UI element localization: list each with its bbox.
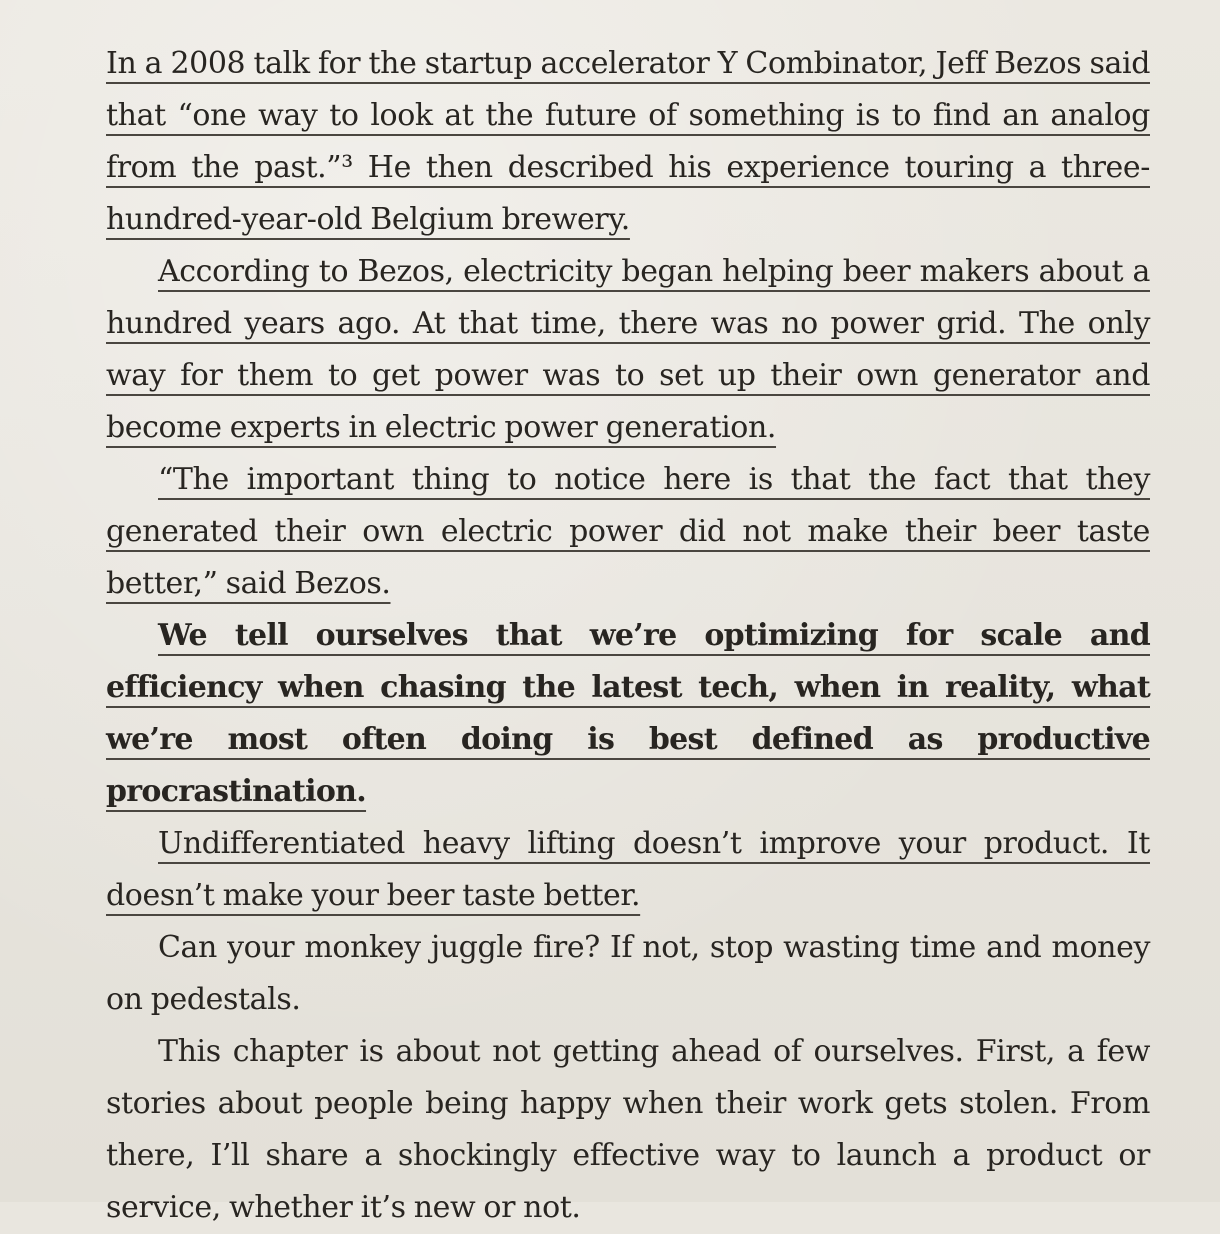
passage-text: Can your monkey juggle fire? If not, stop wasting time and money on pedestals. <box>106 930 1150 1017</box>
paragraph-productive-procrastination <box>106 610 1150 818</box>
paragraph-monkey-juggle <box>106 922 1150 1026</box>
passage-text: This chapter is about not getting ahead of ourselves. First, a few stories about people being happy when their work gets stolen. From there, I’ll share a shockingly effective way to launch a product or service, whether it’s new or not. <box>106 1034 1150 1225</box>
underlined-passage: Undifferentiated heavy lifting doesn’t improve your product. It doesn’t make your beer taste better. <box>106 826 1150 913</box>
underlined-passage: In a 2008 talk for the startup accelerator Y Combinator, Jeff Bezos said that “one way to look at the future of something is to find an analog from the past.”³ He then described his experience touring a three-hundred-year-old Belgium brewery. <box>106 46 1150 237</box>
underlined-passage: “The important thing to notice here is that the fact that they generated their own electric power did not make their beer taste better,” said Bezos. <box>106 462 1150 601</box>
paragraph-chapter-intro <box>106 1026 1150 1234</box>
underlined-passage: According to Bezos, electricity began helping beer makers about a hundred years ago. At that time, there was no power grid. The only way for them to get power was to set up their own generator and become experts in electric power generation. <box>106 254 1150 445</box>
paragraph-undifferentiated-lifting <box>106 818 1150 922</box>
paragraph-electricity <box>106 246 1150 454</box>
paragraph-bezos-quote <box>106 454 1150 610</box>
underlined-bold-passage: We tell ourselves that we’re optimizing for scale and efficiency when chasing the latest tech, when in reality, what we’re most often doing is best defined as productive procrastination. <box>106 618 1150 809</box>
paragraph-bezos-talk <box>106 38 1150 246</box>
body-text <box>106 38 1150 1234</box>
